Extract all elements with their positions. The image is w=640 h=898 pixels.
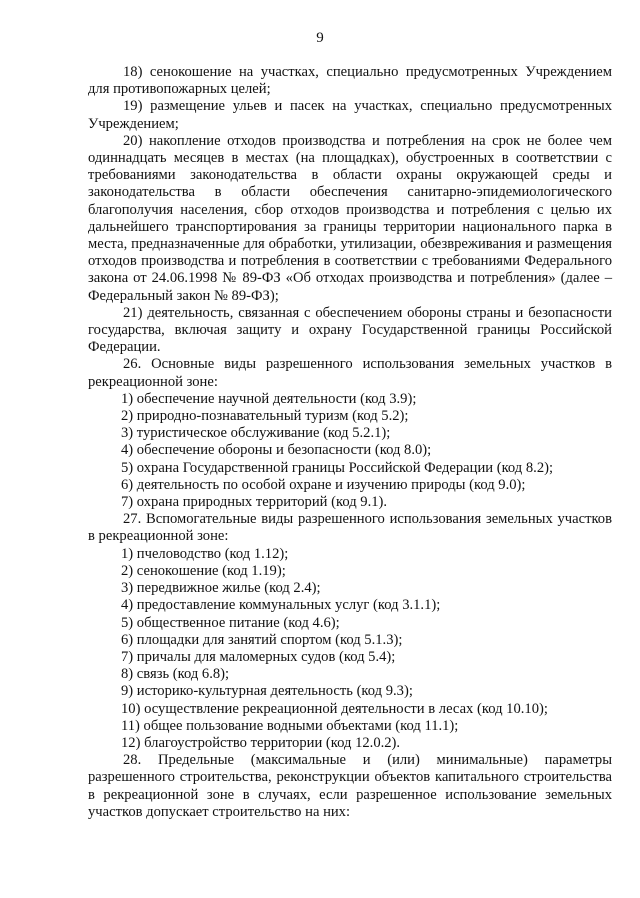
list-item: 5) общественное питание (код 4.6); <box>121 614 340 631</box>
list-item: 12) благоустройство территории (код 12.0.2). <box>121 734 401 751</box>
paragraph-18: 18) сенокошение на участках, специально предусмотренных Учреждением для противопожарных целей; <box>88 64 612 98</box>
paragraph-19: 19) размещение ульев и пасек на участках, специально предусмотренных Учреждением; <box>88 98 612 132</box>
list-item: 3) туристическое обслуживание (код 5.2.1); <box>121 425 391 442</box>
list-item: 6) площадки для занятий спортом (код 5.1.3); <box>121 631 403 648</box>
section-26-heading: 26. Основные виды разрешенного использования земельных участков в рекреационной зоне: <box>88 356 612 390</box>
list-item: 9) историко-культурная деятельность (код 9.3); <box>121 683 413 700</box>
list-item: 6) деятельность по особой охране и изучению природы (код 9.0); <box>121 476 526 493</box>
list-item: 1) обеспечение научной деятельности (код 3.9); <box>121 390 417 407</box>
list-item: 4) предоставление коммунальных услуг (код 3.1.1); <box>121 597 441 614</box>
list-item: 2) природно-познавательный туризм (код 5.2); <box>121 408 409 425</box>
paragraph-20: 20) накопление отходов производства и потребления на срок не более чем одиннадцать месяцев в местах (на площадках), обустроенных в соответствии с требованиями законодательства в области охраны окружающей среды и законодательства в области обеспечения санитарно-эпидемиологического благополучия населения, сбор отходов производства и потребления с целью их дальнейшего транспортирования за границы территории национального парка в места, предназначенные для обработки, утилизации, обезвреживания и размещения отходов производства и потребления в соответствии с требованиями Федерального закона от 24.06.1998 № 89-ФЗ «Об отходах производства и потребления» (далее – Федеральный закон № 89-ФЗ); <box>88 132 612 304</box>
list-item: 7) причалы для маломерных судов (код 5.4); <box>121 648 396 665</box>
list-item: 1) пчеловодство (код 1.12); <box>121 545 289 562</box>
list-item: 10) осуществление рекреационной деятельности в лесах (код 10.10); <box>121 700 548 717</box>
list-item: 3) передвижное жилье (код 2.4); <box>121 580 321 597</box>
paragraph-21: 21) деятельность, связанная с обеспечением обороны страны и безопасности государства, включая защиту и охрану Государственной границы Российской Федерации. <box>88 304 612 356</box>
document-body <box>88 64 612 821</box>
section-27-heading: 27. Вспомогательные виды разрешенного использования земельных участков в рекреационной зоне: <box>88 511 612 545</box>
list-item: 4) обеспечение обороны и безопасности (код 8.0); <box>121 442 432 459</box>
list-item: 8) связь (код 6.8); <box>121 666 230 683</box>
list-item: 7) охрана природных территорий (код 9.1). <box>121 494 388 511</box>
section-27-list <box>88 546 612 752</box>
section-26-list <box>88 391 612 511</box>
page-number: 9 <box>316 30 324 46</box>
list-item: 2) сенокошение (код 1.19); <box>121 562 286 579</box>
section-28-paragraph: 28. Предельные (максимальные и (или) минимальные) параметры разрешенного строительства, реконструкции объектов капитального строительства в рекреационной зоне в случаях, если разрешенное использование земельных участков допускает строительство на них: <box>88 752 612 820</box>
list-item: 11) общее пользование водными объектами (код 11.1); <box>121 717 459 734</box>
list-item: 5) охрана Государственной границы Российской Федерации (код 8.2); <box>121 459 554 476</box>
